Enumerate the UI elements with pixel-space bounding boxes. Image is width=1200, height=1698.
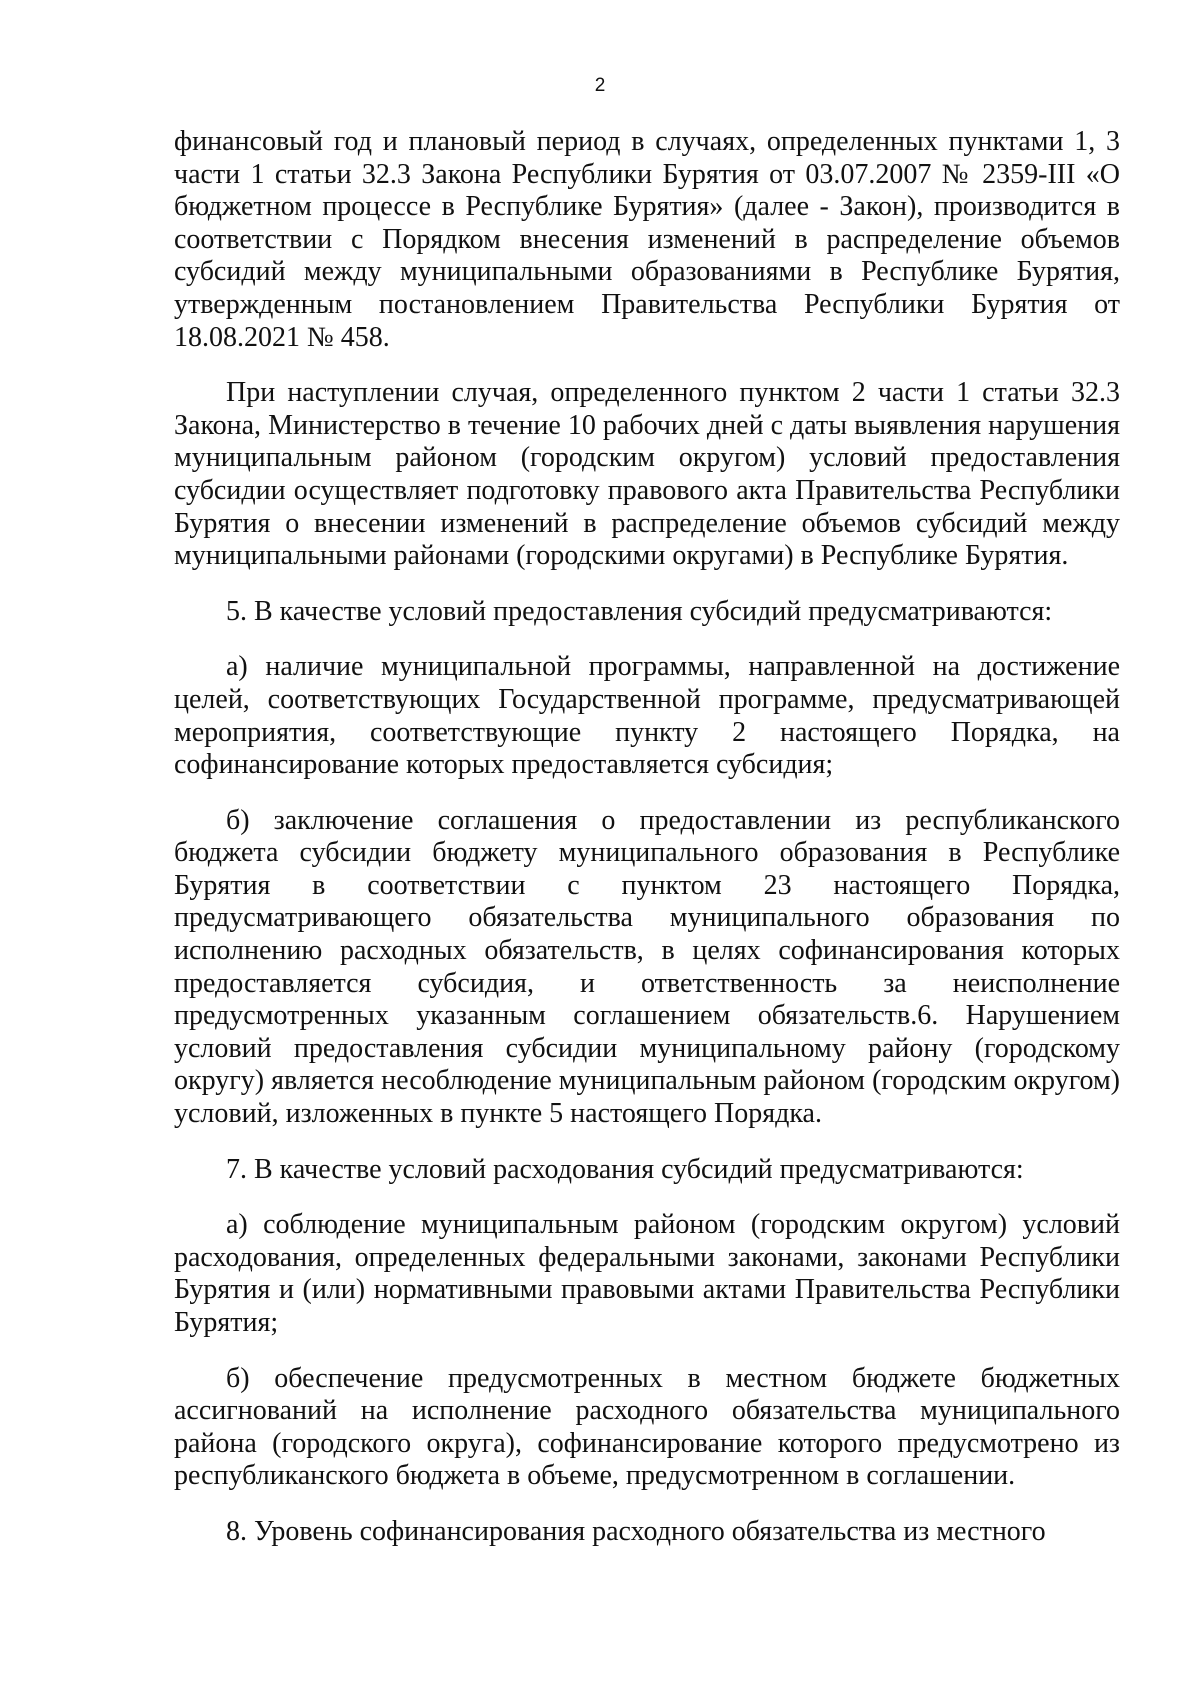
paragraph-item-7b: б) обеспечение предусмотренных в местном бюджете бюджетных ассигнований на исполнение расходного обязательства муниципального района (городского округа), софинансирование которого предусмотрено из республиканского бюджета в объеме, предусмотренном в соглашении. <box>174 1362 1120 1492</box>
paragraph-item-7-heading: 7. В качестве условий расходования субсидий предусматриваются: <box>226 1153 1024 1185</box>
paragraph-item-8: 8. Уровень софинансирования расходного обязательства из местного <box>226 1515 1046 1547</box>
paragraph-budget-procedure: финансовый год и плановый период в случаях, определенных пунктами 1, 3 части 1 статьи 32.3 Закона Республики Бурятия от 03.07.2007 № 2359-III «О бюджетном процессе в Республике Бурятия» (далее - Закон), производится в соответствии с Порядком внесения изменений в распределение объемов субсидий между муниципальными образованиями в Республике Бурятия, утвержденным постановлением Правительства Республики Бурятия от 18.08.2021 № 458. <box>174 126 1120 353</box>
paragraph-item-7a: а) соблюдение муниципальным районом (городским округом) условий расходования, определенных федеральными законами, законами Республики Бурятия и (или) нормативными правовыми актами Правительства Республики Бурятия; <box>174 1209 1120 1338</box>
paragraph-item-5a: а) наличие муниципальной программы, направленной на достижение целей, соответствующих Государственной программе, предусматривающей мероприятия, соответствующие пункту 2 настоящего Порядка, на софинансирование которых предоставляется субсидия; <box>174 651 1120 781</box>
paragraph-violation-case: При наступлении случая, определенного пунктом 2 части 1 статьи 32.3 Закона, Министерство в течение 10 рабочих дней с даты выявления нарушения муниципальным районом (городским округом) условий предоставления субсидии осуществляет подготовку правового акта Правительства Республики Бурятия о внесении изменений в распределение объемов субсидий между муниципальными районами (городскими округами) в Республике Бурятия. <box>174 377 1120 572</box>
page-number: 2 <box>594 75 606 96</box>
document-body <box>174 126 1120 1572</box>
paragraph-item-5-heading: 5. В качестве условий предоставления субсидий предусматриваются: <box>226 595 1053 627</box>
paragraph-item-5b-6: б) заключение соглашения о предоставлении из республиканского бюджета субсидии бюджету муниципального образования в Республике Бурятия в соответствии с пунктом 23 настоящего Порядка, предусматривающего обязательства муниципального образования по исполнению расходных обязательств, в целях софинансирования которых предоставляется субсидия, и ответственность за неисполнение предусмотренных указанным соглашением обязательств.6. Нарушением условий предоставления субсидии муниципальному району (городскому округу) является несоблюдение муниципальным районом (городским округом) условий, изложенных в пункте 5 настоящего Порядка. <box>174 804 1120 1130</box>
